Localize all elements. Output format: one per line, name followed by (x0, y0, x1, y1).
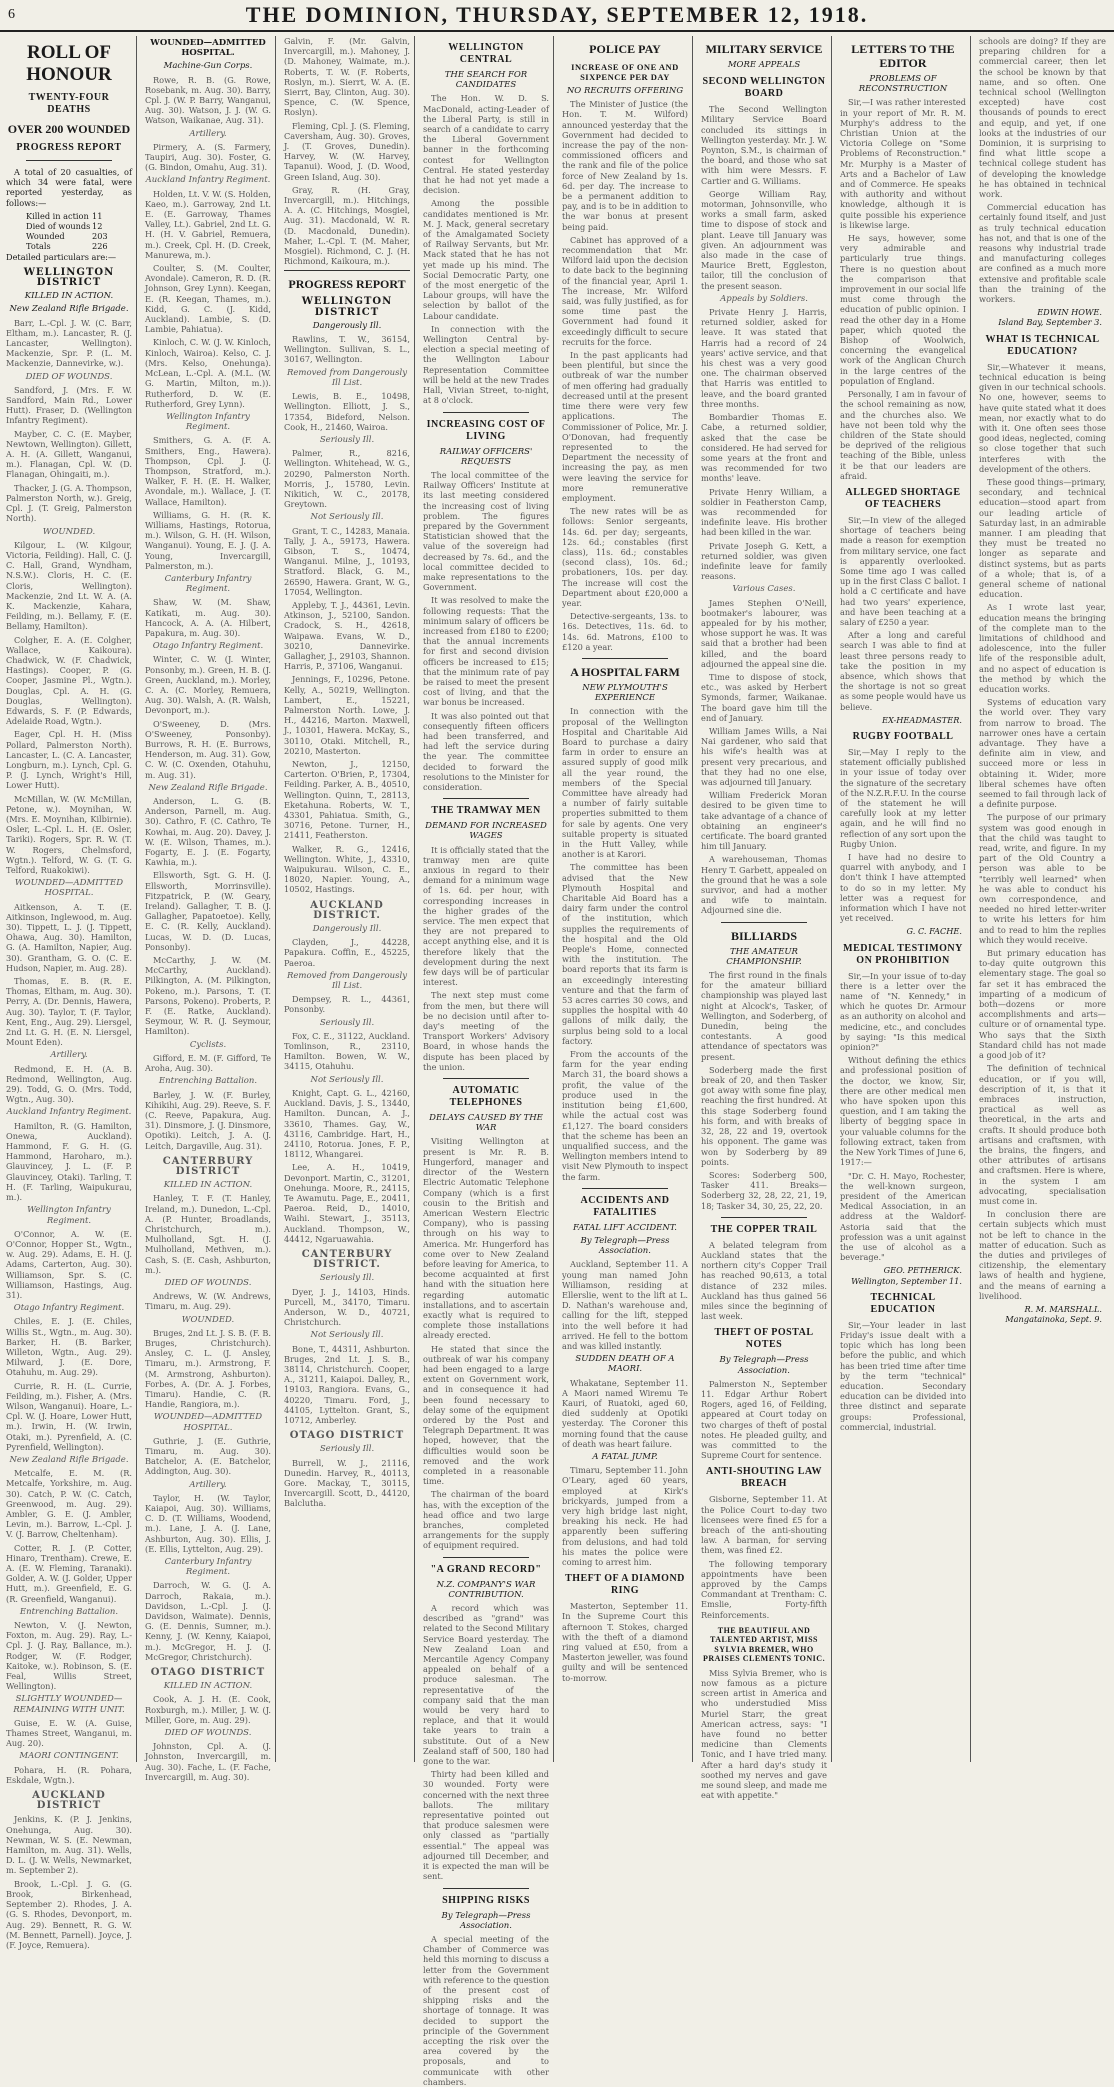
subhead-deaths: TWENTY-FOUR DEATHS (28, 92, 110, 115)
district-auckland: AUCKLAND DISTRICT (32, 1790, 106, 1812)
intro-text: A total of 20 casualties, of which 34 were fatal, were reported yesterday, as follows:— (6, 167, 132, 208)
column-wounded-hospital: WOUNDED—ADMITTED HOSPITAL. Machine-Gun Corps. Rowe, R. B. (G. Rowe, Rosebank, m. Aug. 30). Barry, Cpl. J. (W. P. Barry, Wanganui, Aug. 30). Watson, J. J. (W. G. Watson, Waikanae, Aug. 31). Artillery. Pirmery, A. (S. Farmery, Taupiri, Aug. 30). Foster, G. (G. Bindon, Omahu, Aug. 31). Auckland Infantry Regiment. Holden, Lt. V. W. (S. Holden, Kaeo, m.). Garroway, 2nd Lt. E. (E. Garroway, Thames Valley, Lt.). Gabriel, 2nd Lt. G. H. (H. V. Gabriel, Remuera, m.). Creek, Cpl. H. (D. Creek, Manurewa, m.). Coulter, S. (M. Coulter, Avondale). Cameron, R. D. (R. Johnson, Grey Lynn). Keegan, E. (R. Keegan, Thames, m.). Kidd, G. C. (J. Kidd, Auckland). Lambie, S. (D. Lambie, Pahiatua). Kinloch, C. W. (J. W. Kinloch, Kinloch, Wairoa). Kelso, C. J. (Mrs. Kelso, Onehunga). McLean, L.-Cpl. A. (M.L. (W. G. Martin, Milton, m.)). Rutherford, D. W. (E. Rutherford, Grey Lynn). Wellington Infantry Regiment. Smithers, G. A. (F. A. Smithers, Eng., Hawera). Thompson, Cpl. J. (J. Thompson, Stratford, m.). Walker, F. H. (E. H. Walker, Avondale, m.). Wallace, J. (T. Wallace, Hamilton). Williams, G. H. (R. K. Williams, Hastings, Rotorua, m.). Wilson, G. H. (H. Wilson, Wanganui). Young, E. J. (J. A. Young, Invercargill, Palmerston, m.). Canterbury Infantry Regiment. Shaw, W. (M. Shaw, Katikati, m. Aug. 30). Hancock, A. A. (A. Hilbert, Papakura, m. Aug. 30). Otago Infantry Regiment. Winter, C. W. (J. Winter, Ponsonby, m.). Green, H. B. (J. Green, Auckland, m.). Morley, C. A. (C. Morley, Remuera, Aug. 30). Walsh, A. (R. Walsh, Devonport, m.). O'Sweeney, D. (Mrs. O'Sweeney, Ponsonby). Burrows, R. H. (E. Burrows, Henderson, m. Aug. 31). Gow, C. W. (C. Oxenden, Otahuhu, m. Aug. 31). New Zealand Rifle Brigade. Anderson, L. G. (B. Anderson, Parnell, m. Aug. 30). Cathro, F. (C. Cathro, Te Kowhai, m. Aug. 20). Davey, J. W. (E. Wilson, Thames, m.). Fogarty, E. J. (E. Fogarty, Kawhia, m.). Ellsworth, Sgt. G. H. (J. Ellsworth, Morrinsville). Fitzpatrick, P. (W. Geary, Ireland). Gallagher, T. B. (J. Gallagher, Papatoetoe). Kelly, E. C. (R. Kelly, Auckland). Lucas, W. D. (D. Lucas, Ponsonby). McCarthy, J. W. (M. McCarthy, Auckland). Pilkington, A. (M. Pilkington, Pokeno, m.). Parsons, T. (T. Parsons, Pokeno). Proberts, P. F. (E. Ratke, Auckland). Seymour, W. R. (J. Seymour, Hamilton). Cyclists. Gifford, E. M. (F. Gifford, Te Aroha, Aug. 30). Entrenching Battalion. Barley, J. W. (F. Burley, Kihikihi, Aug. 29). Reeve, S. F. (C. Reeve, Papakura, Aug. 31). Dinsmore, J. (J. Dinsmore, Opotiki). Leitch, J. A. (J. Leitch, Dargaville, Aug. 31). CANTERBURY DISTRICT KILLED IN ACTION. Hanley, T. F. (T. Hanley, Ireland, m.). Dunedon, L.-Cpl. A. (P. Hunter, Broadlands, Christchurch, m.). Mulholland, Sgt. H. (J. Mulholland, Methven, m.). Cash, S. (E. Cash, Ashburton, m.). DIED OF WOUNDS. Andrews, W. (W. Andrews, Timaru, m. Aug. 29). WOUNDED. Bruges, 2nd Lt. J. S. B. (F. B. Bruges, Christchurch). Ansley, C. L. (J. Ansley, Timaru, m.). Armstrong, F. (M. Armstrong, Ashburton). Forbes, A. (Dr. A. J. Forbes, Timaru). Handie, C. (R. Handie, Rangiora, m.). WOUNDED—ADMITTED HOSPITAL. Guthrie, J. (E. Guthrie, Timaru, m. Aug. 30). Batchelor, A. (E. Batchelor, Addington, Aug. 30). Artillery. Taylor, H. (W. Taylor, Kaiapoi, Aug. 30). Williams, C. D. (T. Williams, Woodend, m.). Lane, J. A. (J. Lane, Ashburton, Aug. 30). Ellis, J. (E. Ellis, Lyttelton, Aug. 29). Canterbury Infantry Regiment. Darroch, W. G. (J. A. Darroch, Rakaia, m.). Davidson, L.-Cpl. J. (J. Davidson, Waimate). Dennis, G. (E. Dennis, Sumner, m.). Kenny, J. (W. Kenny, Kaiapoi, m.). McGregor, H. J. (J. McGregor, Christchurch). OTAGO DISTRICT KILLED IN ACTION. Cook, A. J. H. (E. Cook, Roxburgh, m.). Miller, J. W. (J. Miller, Gore, m. Aug. 29). DIED OF WOUNDS. Johnston, Cpl. A. (J. Johnston, Invercargill, m. Aug. 30). Fache, L. (F. Fache, Invercargill, m. Aug. 30). (143, 36, 276, 1762)
columns (4, 36, 1110, 2087)
headline-letters-to-editor: LETTERS TO THE EDITOR (851, 42, 955, 70)
headline-what-is-technical: WHAT IS TECHNICAL EDUCATION? (985, 333, 1100, 357)
headline-shipping-risks: SHIPPING RISKS (442, 1894, 530, 1906)
headline-anti-shouting: ANTI-SHOUTING LAW BREACH (705, 1466, 823, 1490)
column-technical-education: schools are doing? If they are preparing children for a commercial career, then let the school be known by that name, and so often. One technical school (Wellington excepted) have cost thousands of pounds to erect and equip, and yet, if one looks at the industries of our Dominion, it is surprising to find what little scope a technical college student has of developing the knowledge he has obtained in technical work. Commercial education has certainly found itself, and just as truly technical education has not, and that is one of the reasons why industrial trade and manufacturing colleges are confined as a much more extensive and profitable scale than the training of the workers. EDWIN HOWE. Island Bay, September 3. WHAT IS TECHNICAL EDUCATION? Sir,—Whatever it means, technical education is being given in our technical schools. No one, however, seems to have quite stated what it does mean, nor exactly what to do with it. One often sees those good ideas, neglected, coming so close together that such interferes with the development of the others. These good things—primary, secondary, and technical education—stood apart from our leading article of Saturday last, in an admirable manner. I am pleading that they must be treated no longer as separate and distinct systems, but as parts of a whole; that is, of a general scheme of national education. As I wrote last year, education means the bringing of the complete man to the limitations of childhood and adolescence, into the fuller life of the responsible adult, and no aspect of education is the method by which the education works. Systems of education vary the world over. They vary from narrow to broad. The narrower ones have a certain advantage. They have a definite aim in view, and succeed more or less in obtaining it. Wider, more liberal schemes have often seemed to fail through lack of a definite purpose. The purpose of our primary system was good enough in that the child was taught to read, write, and figure. In my part of the Old Country a person was able to be "terribly well learned" when he was able to conduct his own correspondence, and needed no hired letter-writer to write his letters for him and to read to him the replies which they would receive. But primary education has to-day quite outgrown this elementary stage. The goal so far set it has embraced the imparting of a modicum of both—dozens or more accomplishments and arts—culture or of ornamental type. Who says that the Sixth Standard child has not made a good job of it? The definition of technical education, or if you will, description of it, is that it embraces instruction, practical as well as theoretical, in the arts and crafts. It should produce both artisans and craftsmen, with the brains, the fingers, and other attributes of artisans and craftsmen. Here is where, in the system I am advocating, specialisation must come in. In conclusion there are certain subjects which must not be left to chance in the matter of education. Such as the duties and privileges of citizenship, the elementary laws of health and hygiene, and the means of earning a livelihood. R. M. MARSHALL. Mangatainoka, Sept. 9. (979, 36, 1106, 1325)
headline-automatic-telephones: AUTOMATIC TELEPHONES (449, 1085, 523, 1109)
headline-postal-notes: THEFT OF POSTAL NOTES (714, 1327, 814, 1351)
page-number: 6 (8, 7, 15, 22)
headline-medical-testimony: MEDICAL TESTIMONY ON PROHIBITION (843, 942, 963, 966)
column-military-service: MILITARY SERVICE MORE APPEALS SECOND WELLINGTON BOARD The Second Wellington Military Service Board concluded its sittings in Wellington yesterday. Mr. J. W. Poynton, S.M., is chairman of the board, and those who sat with him were Messrs. F. Cartier and G. Williams. George William Ray, motorman, Johnsonville, who works a small farm, asked time to dispose of stock and plant. Leave till January was given. An adjournment was also made in the case of Maurice Brett, Eggleston, tailor, till the conclusion of the present season. Appeals by Soldiers. Private Henry J. Harris, returned soldier, asked for leave. It was stated that Harris had a record of 24 years' active service, and that his chest was a very good one. The chairman observed that Harris was entitled to leave, and the board granted three months. Bombardier Thomas E. Cabe, a returned soldier, asked that the case be considered. He had served for some years at the front and was recommended for two months' leave. Private Henry William, a soldier in Featherston Camp, was recommended for indefinite leave. His brother had been killed in the war. Private Joseph G. Kett, a returned soldier, was given indefinite leave for family reasons. Various Cases. James Stephen O'Neill, bootmaker's labourer, was appealed for by his mother, whose support he was. It was said that a brother had been killed, and the board adjourned the appeal sine die. Time to dispose of stock, etc., was asked by Herbert Symonds, farmer, Waikanae. The board gave him till the end of January. William James Wills, a Nai Nai gardener, who said that his wife's health was at present very precarious, and that they had no one else, was adjourned till January. William Frederick Moran desired to be given time to take advantage of a chance of obtaining an engineer's certificate. The board granted him till January. A warehouseman, Thomas Henry T. Garbett, appealed on the ground that he was a sole survivor, and had a mother and wife to maintain. Adjourned sine die. BILLIARDS THE AMATEUR CHAMPIONSHIP. The first round in the finals for the amateur billiard championship was played last night at Alcock's, Tasker, of Wellington, and Soderberg, of Dunedin, being the contestants. A good attendance of spectators was present. Soderberg made the first break of 20, and then Tasker got away with some fine play, reaching the first hundred. At this stage Soderberg found his form, and with breaks of 32, 28, 22 and 19, overtook his opponent. The game was won by Soderberg by 89 points. Scores: Soderberg 500, Tasker 411. Breaks—Soderberg 32, 28, 22, 21, 19, 18; Tasker 34, 30, 25, 22, 20. THE COPPER TRAIL A belated telegram from Auckland states that the northern city's Copper Trail has reached 90,613, a total distance of 232 miles. Auckland has thus gained 56 miles since the beginning of last week. THEFT OF POSTAL NOTES By Telegraph—Press Association. Palmerston N., September 11. Edgar Arthur Robert Rogers, aged 16, of Feilding, appeared at Court today on two charges of theft of postal notes. He pleaded guilty, and was committed to the Supreme Court for sentence. ANTI-SHOUTING LAW BREACH Gisborne, September 11. At the Police Court to-day two licensees were fined £5 for a breach of the anti-shouting law. A barman, for serving them, was fined £2. The following temporary appointments have been approved by the Camps Commandant at Trentham: C. Emslie, Forty-fifth Reinforcements. THE BEAUTIFUL AND TALENTED ARTIST, MISS SYLVIA BREMER, WHO PRAISES CLEMENTS TONIC. Miss Sylvia Bremer, who is now famous as a picture screen artist in America and who understudied Miss Muriel Starr, the great American actress, says: "I have found no better medicine than Clements Tonic, and I have tried many. After a hard day's study it soothed my nerves and gave me sound sleep, and made me eat with appetite." (699, 36, 832, 1762)
headline-copper-trail: THE COPPER TRAIL (710, 1223, 818, 1235)
district-canterbury: CANTERBURY DISTRICT (162, 1155, 254, 1177)
subhead-wounded: OVER 200 WOUNDED (7, 122, 131, 136)
column-local-news: WELLINGTON CENTRAL THE SEARCH FOR CANDIDATES The Hon. W. D. S. MacDonald, acting-Leader of the Liberal Party, is still in search of a candidate to carry the Liberal Government banner in the forthcoming contest for Wellington Central. He stated yesterday that he had not yet made a decision. Among the possible candidates mentioned is Mr. M. J. Mack, general secretary of the Amalgamated Society of Railway Servants, but Mr. Mack stated that he has not yet made up his mind. The Social Democratic Party, one of the most energetic of the Labour groups, will have the selection by ballot of the Labour candidate. In connection with the Wellington Central by-election a special meeting of the Wellington Labour Representation Committee will be held at the new Trades Hall, Vivian Street, to-night, at 8 o'clock. INCREASING COST OF LIVING RAILWAY OFFICERS' REQUESTS The local committee of the Railway Officers' Institute at its last meeting considered the increasing cost of living problem. The figures prepared by the Government Statistician showed that the value of the sovereign had decreased by 7s. 6d., and the local committee decided to make representations to the Government. It was resolved to make the following requests: That the minimum salary of officers be increased from £180 to £200; that the annual increments for first and second division officers be increased to £15; that the minimum rate of pay be raised to meet the present cost of living, and that the war bonus be increased. It was also pointed out that consequently fifteen officers had been transferred, and had left the service during the year. The committee decided to forward the resolutions to the Minister for consideration. THE TRAMWAY MEN DEMAND FOR INCREASED WAGES It is officially stated that the tramway men are quite anxious in regard to their demand for a minimum wage of 1s. 6d. per hour, with corresponding increases in the higher grades of the service. The men expect that they are not prepared to accept anything else, and it is therefore likely that the development during the next few days will be of particular interest. The next step must come from the men, but there will be no decision until after to-day's meeting of the Transport Workers' Advisory Board, in whose hands the dispute has been placed by the union. AUTOMATIC TELEPHONES DELAYS CAUSED BY THE WAR Visiting Wellington at present is Mr. R. B. Hungerford, manager and director of the Western Electric Automatic Telephone Company (which is a first cousin to the British and American Western Electric Company), who is passing through on his way to America. Mr. Hungerford has come over to New Zealand before leaving for America, to become acquainted at first hand with the situation here regarding automatic installations, and to ascertain exactly what is required to complete those installations already erected. He stated that since the outbreak of war his company had been engaged to a large extent on Government work, and in consequence it had been found necessary to delay some of the equipment ordered by the Post and Telegraph Department. It was hoped, however, that the difficulties would soon be removed and the work completed in a reasonable time. The chairman of the board has, with the exception of the head office and two large branches, completed arrangements for the supply of equipment required. "A GRAND RECORD" N.Z. COMPANY'S WAR CONTRIBUTION. A record which was described as "grand" was related to the Second Military Service Board yesterday. The New Zealand Loan and Mercantile Agency Company appealed on behalf of a produce salesman. The representative of the company said that the man would be very hard to replace, and that it would take years to train a substitute. Out of a New Zealand staff of 500, 180 had gone to the war. Thirty had been killed and 30 wounded. Forty were concerned with the next three ballots. The military representative pointed out that produce salesmen were only classed as "partially essential." The appeal was adjourned till December, and it is expected the man will be sent. SHIPPING RISKS By Telegraph—Press Association. A special meeting of the Chamber of Commerce was held this morning to discuss a letter from the Government with reference to the question of the present cost of shipping risks and the shortage of tonnage. It was decided to support the principle of the Government accepting the risk over the area covered by the proposals, and to communicate with other chambers. (421, 36, 554, 1762)
column-roll-of-honour: ROLL OF HONOUR TWENTY-FOUR DEATHS OVER 200 WOUNDED PROGRESS REPORT A total of 20 casualties, of which 34 were fatal, were reported yesterday, as follows:— Killed in action 11 Died of wounds 12 Wounded 203 Totals 226 Detailed particulars are:— WELLINGTON DISTRICT KILLED IN ACTION. New Zealand Rifle Brigade. Barr, L.-Cpl. J. W. (C. Barr, Eltham, m.). Lancaster, R. (J. Lancaster, Wellington). Mackenzie, Spr. P. (L. M. Mackenzie, Dannevirke, w.). DIED OF WOUNDS. Sandford, J. (Mrs. F. W. Sandford, Main Rd., Lower Hutt). Fraser, D. (Wellington Infantry Regiment). Mayber, C. C. (E. Mayber, Newtown, Wellington). Gillett, A. H. (A. Gillett, Wanganui, m.). Flanagan, Cpl. W. (D. Flanagan, Ohingaiti, m.). Thacker, J. (G. A. Thompson, Palmerston North, w.). Greig, Cpl. J. (T. Greig, Palmerston North). WOUNDED. Kilgour, L. (W. Kilgour, Victoria, Feilding). Hall, C. (J. C. Hall, Grand, Wyndham, N.S.W.). Cloris, H. C. (E. Cloris, Wellington). Mackenzie, 2nd Lt. W. A. (A. K. Mackenzie, Kahara, Feilding, m.). Bellamy, F. (E. Bellamy, Hamilton). Colgher, E. A. (E. Colgher, Wallace, Kaikoura). Chadwick, W. (F. Chadwick, Hastings). Cooper, P. (G. Cooper, Jasmine Pl., Wgtn.). Douglas, Cpl. A. H. (G. Douglas, Wellington). Edwards, S. F. (P. Edwards, Adelaide Road, Wgtn.). Eager, Cpl. H. H. (Miss Pollard, Palmerston North). Lancaster, L. (C. A. Lancaster, Longburn, m.). Lynch, Cpl. G. P. (J. Lynch, Wright's Hill, Lower Hutt). McMillan, W. (W. McMillan, Petone, w.). Moynihan, W. (Mrs. E. Moynihan, Kilbirnie). Osler, L.-Cpl. L. H. (E. Osler, Tariki). Rogers, Spr. R. W. (T. W. Rogers, Chelmsford, Wgtn.). Telford, W. G. (T. G. Telford, Ruakokiwi). WOUNDED—ADMITTED HOSPITAL. Aitkenson, A. T. (E. Aitkinson, Inglewood, m. Aug. 30). Tippett, L. J. (J. Tippett, Ohawa, Aug. 30). Hamilton, G. (A. Hamilton, Napier, Aug. 30). Grantham, G. O. (C. E. Hudson, Napier, m. Aug. 28). Thomas, E. B. (R. E. Thomas, Eltham, m. Aug. 30). Perry, A. (Dr. Dennis, Hawera, Aug. 30). Taylor, T. (F. Taylor, Kent, Eng., Aug. 29). Liersgel, 2nd Lt. G. H. (E. N. Liersgel, Mount Eden). Artillery. Redmond, E. H. (A. B. Redmond, Wellington, Aug. 29). Todd, G. O. (Mrs. Todd, Wgtn., Aug. 30). Auckland Infantry Regiment. Hamilton, R. (G. Hamilton, Onewa, Auckland). Hammond, F. G. H. (G. Hammond, Haroharo, m.). Glauvincey, J. L. (F. P. Glauvincey, Otaki). Tarling, T. H. (F. Tarling, Waipukurau, m.). Wellington Infantry Regiment. O'Connor, A. W. (E. O'Connor, Hopper St., Wgtn., w. Aug. 29). Adams, E. H. (J. Adams, Carterton, Aug. 30). Williamson, Spr. S. (C. Williamson, Hastings, Aug. 31). Otago Infantry Regiment. Chiles, E. J. (E. Chiles, Willis St., Wgtn., m. Aug. 30). Barker, H. (B. Barker, Willeton, Wgtn., Aug. 29). Milward, J. (E. Dore, Otahuhu, m. Aug. 29). Currie, R. H. (L. Currie, Feilding, m.). Fisher, A. (Mrs. Wilson, Wanganui). Hoare, L.-Cpl. W. (J. Hoare, Lower Hutt, m.). Irwin, H. (W. Irwin, Otaki, m.). Pyrenfield, A. (C. Pyrenfield, Wellington). New Zealand Rifle Brigade. Metcalfe, E. M. (R. Metcalfe, Yorkshire, m. Aug. 30). Catch, P. W. (C. Catch, Greenwood, m. Aug. 29). Ambler, G. E. (J. Ambler, Levin, m.). Barrow, L.-Cpl. J. V. (J. Barrow, Cheltenham). Cotter, R. J. (P. Cotter, Hinaro, Trentham). Crewe, E. A. (E. W. Fleming, Taranaki). Golder, A. W. (J. Golder, Upper Hutt, m.). Greenfield, E. G. (R. Greenfield, Wanganui). Entrenching Battalion. Newton, V. (J. Newton, Foxton, m. Aug. 29). Ray, L.-Cpl. J. (J. Ray, Ballance, m.). Rodger, W. (F. Rodger, Kaitoke, w.). Robinson, S. (E. Feal, Willis Street, Wellington). SLIGHTLY WOUNDED—REMAINING WITH UNIT. Guise, E. W. (A. Guise, Thames Street, Wanganui, m. Aug. 20). MAORI CONTINGENT. Pohara, H. (R. Pohara, Eskdale, Wgtn.). AUCKLAND DISTRICT Jenkins, K. (P. J. Jenkins, Onehunga, Aug. 30). Newman, W. S. (E. Newman, Hamilton, m. Aug. 31). Wells, D. L. (J. W. Wells, Newmarket, m. September 2). Brook, L.-Cpl. J. G. (G. Brook, Birkenhead, September 2). Rhodes, J. A. (G. S. Rhodes, Devonport, m. Aug. 29). Bennett, R. G. W. (M. Bennett, Parnell). Joyce, J. (F. Joyce, Remuera). (4, 36, 137, 1762)
headline-accidents: ACCIDENTS AND FATALITIES (580, 1194, 670, 1218)
headline-wellington-central: WELLINGTON CENTRAL (448, 42, 524, 65)
headline-progress-report: PROGRESS REPORT (288, 277, 406, 292)
column-progress-report: Galvin, F. (Mr. Galvin, Invercargill, m.). Mahoney, J. (D. Mahoney, Waimate, m.). Roberts, T. W. (F. Roberts, Roslyn, m.). Sierrt, W. A. (E. Sierrt, Bay, Clinton, Aug. 30). Spence, C. (W. Spence, Roslyn). Fleming, Cpl. J. (S. Fleming, Caversham, Aug. 30). Groves, J. (T. Groves, Dunedin). Harvey, W. (W. Harvey, Tapanui). Wood, J. (D. Wood, Green Island, Aug. 30). Gray, R. (H. Gray, Invercargill, m.). Hitchings, A. A. (C. Hitchings, Mosgiel, Aug. 31). Macdonald, W. R. (D. Macdonald, Dunedin). Maher, L.-Cpl. T. (M. Maher, Mosgiel). Richmond, C. J. (H. Richmond, Kaikoura, m.). PROGRESS REPORT WELLINGTON DISTRICT Dangerously Ill. Rawlins, T. W., 36154, Wellington. Sullivan, S. L., 30167, Wellington. Removed from Dangerously Ill List. Lewis, B. E., 10498, Wellington. Elliott, J. S., 17354, Bideford, Nelson. Cook, H., 21460, Wairoa. Seriously Ill. Palmer, R., 8216, Wellington. Whitehead, W. G., 20290, Palmerston North. Morris, J., 15780, Levin. Nikitich, W. C., 20178, Greytown. Not Seriously Ill. Grant, T. C., 14283, Manaia. Tally, J. A., 59173, Hawera. Gibson, T. S., 10474, Wanganui. Milne, J., 10193, Stratford. Black, G. M., 26590, Hawera. Grant, W. G., 17054, Wellington. Appleby, T. J., 44361, Levin. Atkinson, J., 52100, Sandon. Cradock, S. H., 42618, Waipawa. Evans, W. D., 30210, Dannevirke. Gallagher, J., 29103, Shannon. Harris, P., 37106, Wanganui. Jennings, F., 10296, Petone. Kelly, A., 50219, Wellington. Lambert, E., 15221, Palmerston North. Lowe, J. H., 44216, Marton. Maxwell, J., 10301, Hawera. McKay, S., 30110, Otaki. Mitchell, R., 20210, Masterton. Newton, J., 12150, Carterton. O'Brien, P., 17304, Feilding. Parker, A. B., 40510, Wellington. Quinn, T., 28113, Eketahuna. Roberts, W. T., 43301, Pahiatua. Smith, G., 30716, Petone. Turner, H., 21411, Featherston. Walker, R. G., 12416, Wellington. White, J., 43310, Waipukurau. Wilson, C. E., 18020, Napier. Young, A., 10502, Hastings. AUCKLAND DISTRICT. Dangerously Ill. Clayden, J., 44228, Papakura. Coffin, E., 45225, Paeroa. Removed from Dangerously Ill List. Dempsey, R. L., 44361, Ponsonby. Seriously Ill. Fox, C. E., 31122, Auckland. Tomlinson, R., 23110, Hamilton. Bowen, W. W., 34115, Otahuhu. Not Seriously Ill. Knight, Capt. G. L., 42160, Auckland. Davis, J. S., 13440, Hamilton. Duncan, A. J., 33610, Thames. Gay, W., 43116, Cambridge. Hart, H., 24110, Rotorua. Jones, F. P., 18112, Whangarei. Lee, A. H., 10419, Devonport. Martin, C., 31201, Onehunga. Moore, R., 24115, Te Awamutu. Page, E., 20411, Paeroa. Reid, D., 14010, Waihi. Stewart, J., 35113, Auckland. Thompson, W., 44412, Ngaruawahia. CANTERBURY DISTRICT. Seriously Ill. Dyer, J. J., 14103, Hinds. Purcell, M., 34170, Timaru. Anderson, W. D., 40721, Christchurch. Not Seriously Ill. Bone, T., 44311, Ashburton. Bruges, 2nd Lt. J. S. B., 38114, Christchurch. Cooper, A., 31211, Kaiapoi. Dalley, R., 19103, Rangiora. Evans, G., 40220, Timaru. Ford, J., 44105, Lyttelton. Grant, S., 10712, Amberley. OTAGO DISTRICT Seriously Ill. Burrell, W. J., 21116, Dunedin. Harvey, R., 40113, Gore. Mackay, T., 30115, Invercargill. Scott, D., 44120, Balclutha. (282, 36, 415, 1762)
masthead (0, 0, 1114, 32)
headline-grand-record: "A GRAND RECORD" (430, 1563, 542, 1575)
headline-diamond-ring: THEFT OF A DIAMOND RING (565, 1573, 685, 1597)
district-wellington: WELLINGTON DISTRICT (23, 266, 115, 289)
subhead-progress: PROGRESS REPORT (16, 142, 122, 153)
newspaper-title: THE DOMINION, THURSDAY, SEPTEMBER 12, 1918. (245, 2, 869, 27)
headline-cost-of-living: INCREASING COST OF LIVING (426, 418, 546, 442)
headline-billiards: BILLIARDS (730, 928, 798, 943)
casualty-totals: Killed in action 11 Died of wounds 12 Wounded 203 Totals 226 (26, 210, 108, 252)
advert-headline: THE BEAUTIFUL AND TALENTED ARTIST, MISS SYLVIA BREMER, WHO PRAISES CLEMENTS TONIC. (702, 1625, 826, 1664)
headline-hospital-farm: A HOSPITAL FARM (570, 664, 680, 679)
headline-police-pay: POLICE PAY (589, 42, 661, 56)
headline-roll-of-honour: ROLL OF HONOUR (26, 42, 112, 85)
column-police-pay: POLICE PAY INCREASE OF ONE AND SIXPENCE PER DAY NO RECRUITS OFFERING The Minister of Justice (the Hon. T. M. Wilford) announced yesterday that the Government had decided to increase the pay of the non-commissioned officers and the rank and file of the police force of New Zealand by 1s. 6d. per day. The increase to be a permanent addition to pay, and is to be in addition to the war bonus at present being paid. Cabinet has approved of a recommendation that Mr. Wilford laid upon the decision to date back to the beginning of the financial year, April 1. The increase, Mr. Wilford said, was fully justified, as for some time past the Government had found it exceedingly difficult to secure recruits for the force. In the past applicants had been plentiful, but since the outbreak of war the number of men offering had gradually decreased until at the present time there were very few applications. The Commissioner of Police, Mr. J. O'Donovan, had frequently represented to the Department the necessity of increasing the pay, as men were leaving the service for more remunerative employment. The new rates will be as follows: Senior sergeants, 14s. 6d. per day; sergeants, 12s. 6d.; constables (first class), 11s. 6d.; constables (second class), 10s. 6d.; probationers, 10s. per day. The increase will cost the Department about £20,000 a year. Detective-sergeants, 13s. to 16s. Detectives, 11s. 6d. to 14s. 6d. Matrons, £100 to £120 a year. A HOSPITAL FARM NEW PLYMOUTH'S EXPERIENCE In connection with the proposal of the Wellington Hospital and Charitable Aid Board to purchase a dairy farm in order to ensure an assured supply of good milk all the year round, the members of the Special Committee have already had a number of fairly suitable properties submitted to them for sale by agents. One very suitable property is situated in the Hutt Valley, while another is at Karori. The committee has been advised that the New Plymouth Hospital and Charitable Aid Board has a dairy farm under the control of the institution, which supplies the requirements of the hospital and the Old People's Home, connected with the institution. The board reports that its farm is an exceedingly interesting venture and that the farm of 53 acres carries 30 cows, and supplies the hospital with 40 gallons of milk daily, the surplus being sold to a local factory. From the accounts of the farm for the year ending March 31, the board shows a profit, the value of the produce used in the institution being £1,600, while the actual cost was £1,127. The board considers that the scheme has been an unqualified success, and the Wellington members intend to visit New Plymouth to inspect the farm. ACCIDENTS AND FATALITIES FATAL LIFT ACCIDENT. By Telegraph—Press Association. Auckland, September 11. A young man named John Williamson, residing at Ellerslie, went to the lift at L. D. Nathan's warehouse and, calling for the lift, stepped into the well before it had arrived. He fell to the bottom and was killed instantly. SUDDEN DEATH OF A MAORI. Whakatane, September 11. A Maori named Wiremu Te Kauri, of Ruatoki, aged 60, died suddenly at Opotiki yesterday. The Coroner this morning found that the cause of death was heart failure. A FATAL JUMP. Timaru, September 11. John O'Leary, aged 60 years, employed at Kirk's brickyards, jumped from a very high bridge last night, breaking his neck. He had apparently been suffering from delusions, and had told his mates the police were coming to arrest him. THEFT OF A DIAMOND RING Masterton, September 11. In the Supreme Court this afternoon T. Stokes, charged with the theft of a diamond ring valued at £50, from a Masterton jeweller, was found guilty and will be sentenced to-morrow. (560, 36, 693, 1762)
headline-tramway-men: THE TRAMWAY MEN (431, 805, 541, 817)
headline-technical-education: TECHNICAL EDUCATION (870, 1291, 936, 1315)
headline-rugby-football: RUGBY FOOTBALL (852, 730, 954, 742)
casualty-list: Barr, L.-Cpl. J. W. (C. Barr, Eltham, m.). Lancaster, R. (J. Lancaster, Wellington). Mackenzie, Spr. P. (L. M. Mackenzie, Dannevirke, w.). DIED OF WOUNDS. Sandford, J. (Mrs. F. W. Sandford, Main Rd., Lower Hutt). Fraser, D. (Wellington Infantry Regiment). Mayber, C. C. (E. Mayber, Newtown, Wellington). Gillett, A. H. (A. Gillett, Wanganui, m.). Flanagan, Cpl. W. (D. Flanagan, Ohingaiti, m.). Thacker, J. (G. A. Thompson, Palmerston North, w.). Greig, Cpl. J. (T. Greig, Palmerston North). WOUNDED. Kilgour, L. (W. Kilgour, Victoria, Feilding). Hall, C. (J. C. Hall, Grand, Wyndham, N.S.W.). Cloris, H. C. (E. Cloris, Wellington). Mackenzie, 2nd Lt. W. A. (A. K. Mackenzie, Kahara, Feilding, m.). Bellamy, F. (E. Bellamy, Hamilton). Colgher, E. A. (E. Colgher, Wallace, Kaikoura). Chadwick, W. (F. Chadwick, Hastings). Cooper, P. (G. Cooper, Jasmine Pl., Wgtn.). Douglas, Cpl. A. H. (G. Douglas, Wellington). Edwards, S. F. (P. Edwards, Adelaide Road, Wgtn.). Eager, Cpl. H. H. (Miss Pollard, Palmerston North). Lancaster, L. (C. A. Lancaster, Longburn, m.). Lynch, Cpl. G. P. (J. Lynch, Wright's Hill, Lower Hutt). McMillan, W. (W. McMillan, Petone, w.). Moynihan, W. (Mrs. E. Moynihan, Kilbirnie). Osler, L.-Cpl. L. H. (E. Osler, Tariki). Rogers, Spr. R. W. (T. W. Rogers, Chelmsford, Wgtn.). Telford, W. G. (T. G. Telford, Ruakokiwi). WOUNDED—ADMITTED HOSPITAL. Aitkenson, A. T. (E. Aitkinson, Inglewood, m. Aug. 30). Tippett, L. J. (J. Tippett, Ohawa, Aug. 30). Hamilton, G. (A. Hamilton, Napier, Aug. 30). Grantham, G. O. (C. E. Hudson, Napier, m. Aug. 28). Thomas, E. B. (R. E. Thomas, Eltham, m. Aug. 30). Perry, A. (Dr. Dennis, Hawera, Aug. 30). Taylor, T. (F. Taylor, Kent, Eng., Aug. 29). Liersgel, 2nd Lt. G. H. (E. N. Liersgel, Mount Eden). Artillery. Redmond, E. H. (A. B. Redmond, Wellington, Aug. 29). Todd, G. O. (Mrs. Todd, Wgtn., Aug. 30). Auckland Infantry Regiment. Hamilton, R. (G. Hamilton, Onewa, Auckland). Hammond, F. G. H. (G. Hammond, Haroharo, m.). Glauvincey, J. L. (F. P. Glauvincey, Otaki). Tarling, T. H. (F. Tarling, Waipukurau, m.). Wellington Infantry Regiment. O'Connor, A. W. (E. O'Connor, Hopper St., Wgtn., w. Aug. 29). Adams, E. H. (J. Adams, Carterton, Aug. 30). Williamson, Spr. S. (C. Williamson, Hastings, Aug. 31). Otago Infantry Regiment. Chiles, E. J. (E. Chiles, Willis St., Wgtn., m. Aug. 30). Barker, H. (B. Barker, Willeton, Wgtn., Aug. 29). Milward, J. (E. Dore, Otahuhu, m. Aug. 29). Currie, R. H. (L. Currie, Feilding, m.). Fisher, A. (Mrs. Wilson, Wanganui). Hoare, L.-Cpl. W. (J. Hoare, Lower Hutt, m.). Irwin, H. (W. Irwin, Otaki, m.). Pyrenfield, A. (C. Pyrenfield, Wellington). New Zealand Rifle Brigade. Metcalfe, E. M. (R. Metcalfe, Yorkshire, m. Aug. 30). Catch, P. W. (C. Catch, Greenwood, m. Aug. 29). Ambler, G. E. (J. Ambler, Levin, m.). Barrow, L.-Cpl. J. V. (J. Barrow, Cheltenham). Cotter, R. J. (P. Cotter, Hinaro, Trentham). Crewe, E. A. (E. W. Fleming, Taranaki). Golder, A. W. (J. Golder, Upper Hutt, m.). Greenfield, E. G. (R. Greenfield, Wanganui). Entrenching Battalion. Newton, V. (J. Newton, Foxton, m. Aug. 29). Ray, L.-Cpl. J. (J. Ray, Ballance, m.). Rodger, W. (F. Rodger, Kaitoke, w.). Robinson, S. (E. Feal, Willis Street, Wellington). SLIGHTLY WOUNDED—REMAINING WITH UNIT. Guise, E. W. (A. Guise, Thames Street, Wanganui, m. Aug. 20). MAORI CONTINGENT. Pohara, H. (R. Pohara, Eskdale, Wgtn.). AUCKLAND DISTRICT Jenkins, K. (P. J. Jenkins, Onehunga, Aug. 30). Newman, W. S. (E. Newman, Hamilton, m. Aug. 31). Wells, D. L. (J. W. Wells, Newmarket, m. September 2). Brook, L.-Cpl. J. G. (G. Brook, Birkenhead, September 2). Rhodes, J. A. (G. S. Rhodes, Devonport, m. Aug. 29). Bennett, R. G. W. (M. Bennett, Parnell). Joyce, J. (F. Joyce, Remuera). (6, 317, 133, 1950)
column-letters: LETTERS TO THE EDITOR PROBLEMS OF RECONSTRUCTION Sir,—I was rather interested in your report of Mr. R. M. Murphy's address to the Christian Union at the Victoria College on "Some Problems of Reconstruction." Mr. Murphy is a Master of Arts and a Bachelor of Law and of Commerce. He speaks with authority and without knowledge, although it is quite possible his experience is likewise large. He says, however, some very admirable and particularly true things. There is no question about the comparison that improvement in our social life must come through the education of public opinion. I read the other day in a Home paper, which quoted the Bishop of Woolwich, concerning the evangelical work of the Anglican Church in the large centres of the population of England. Personally, I am in favour of the school remaining as now, and the churches also. We have not been told why the children of the State should be deprived of the religious teaching of the Bible, unless it be that our leaders are afraid. ALLEGED SHORTAGE OF TEACHERS Sir,—In view of the alleged shortage of teachers being made a reason for exemption from military service, one fact is apparently overlooked. Some time ago I was called up in the first Class C ballot. I hold a C certificate and have had two years' experience, and have been teaching at a salary of £250 a year. After a long and careful search I was able to find at least three persons ready to take the position in my absence, which shows that the shortage is not so great as some people would have us believe. EX-HEADMASTER. RUGBY FOOTBALL Sir,—May I reply to the statement officially published in your issue of today over the signature of the secretary of the N.Z.R.F.U. In the course of the statement he will carefully look at my letter again, and he will find no reflection of any sort upon the Rugby Union. I have had no desire to quarrel with anybody, and I don't think I have attempted to do so in my letter. My letter was a request for information which I have not yet received. G. C. FACHE. MEDICAL TESTIMONY ON PROHIBITION Sir,—In your issue of to-day there is a letter over the name of "N. Kennedy," in which he quotes Dr. Armour as an authority on alcohol and medicine, etc., and concludes by saying: "Is this medical opinion?" Without defining the ethics and professional position of the doctor, we know, Sir, there are other medical men who have spoken upon this question, and I am taking the liberty of begging space in your valuable columns for the following extract, taken from the New York Times of June 6, 1917:— "Dr. C. H. Mayo, Rochester, the well-known surgeon, president of the American Medical Association, in an address at the Waldorf-Astoria said that the profession was a unit against the use of alcohol as a beverage." GEO. PETHERICK. Wellington, September 11. TECHNICAL EDUCATION Sir,—Your leader in last Friday's issue dealt with a topic which has long been before the public, and which has been tried time after time by the term "technical" education. Secondary education can be divided into three distinct and separate groups: Professional, commercial, industrial. (838, 36, 971, 1762)
headline-military-service: MILITARY SERVICE (705, 42, 823, 56)
headline-shortage-teachers: ALLEGED SHORTAGE OF TEACHERS (845, 486, 961, 510)
